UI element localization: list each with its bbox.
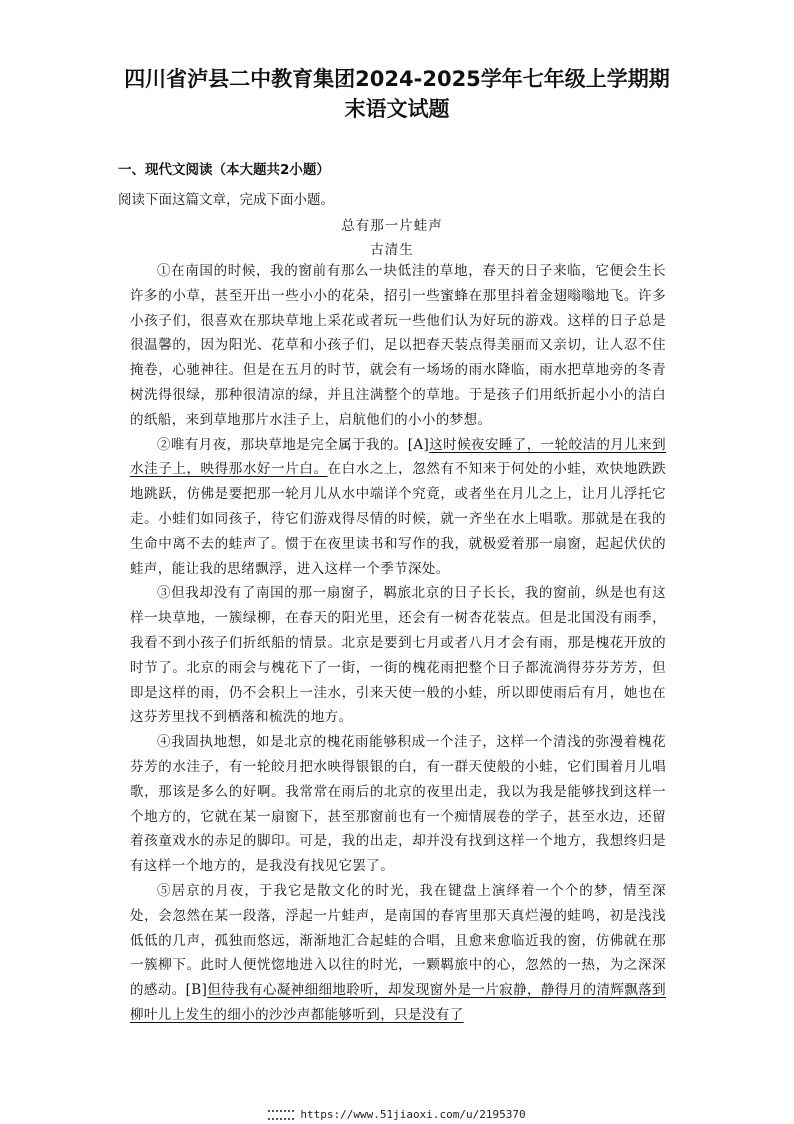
footer-url[interactable]: https://www.51jiaoxi.com/u/2195370	[300, 1108, 526, 1121]
underlined-sentence-a: 这时候夜安睡了，一轮皎洁的月儿来到水洼子上，映得那水好一片白。	[130, 436, 666, 478]
site-logo-icon	[268, 1110, 294, 1120]
paragraph-4: ④我固执地想，如是北京的槐花雨能够积成一个洼子，这样一个清浅的弥漫着槐花芬芳的水洼子，有一轮皎月把水映得银银的白，有一群天使般的小蛙，它们围着月儿唱歌，那该是多么的好啊。我常常在雨后的北京的夜里出走，我以为我是能够找到这样一个地方的，它就在某一扇窗下，甚至那窗前也有一个痴情展卷的学子，甚至水边，还留着孩童戏水的赤足的脚印。可是，我的出走，却并没有找到这样一个地方，我想终归是有这样一个地方的，是我没有找见它罢了。	[130, 734, 666, 875]
document-title-line2: 末语文试题	[344, 97, 450, 121]
paragraph-5	[130, 879, 666, 1028]
page-footer	[0, 1108, 794, 1121]
paragraph-5-text: ⑤居京的月夜，于我它是散文化的时光，我在键盘上演绎着一个个的梦，情至深处，会忽然在某一段落，浮起一片蛙声，是南国的春宵里那天真烂漫的蛙鸣，初是浅浅低低的几声，孤独而悠远，渐渐地汇合起蛙的合唱，且愈来愈临近我的窗，仿佛就在那一簇柳下。此时人便恍惚地进入以往的时光，一颗羁旅中的心，忽然的一热，为之深深的感动。[B]	[130, 882, 666, 999]
paragraph-2-text-rest: 在白水之上，忽然有不知来于何处的小蛙，欢快地跌跌地跳跃，仿佛是要把那一轮月儿从水中端详个究竟，或者坐在月儿之上，让月儿浮托它走。小蛙们如同孩子，待它们游戏得尽情的时候，就一齐坐在水上唱歌。那就是在我的生命中离不去的蛙声了。惯于在夜里读书和写作的我，就极爱着那一扇窗，起起伏伏的蛙声，能让我的思绪飘浮，进入这样一个季节深处。	[130, 461, 666, 577]
reading-instruction: 阅读下面这篇文章，完成下面小题。	[118, 192, 334, 208]
paragraph-1: ①在南国的时候，我的窗前有那么一块低洼的草地，春天的日子来临，它便会生长许多的小草，甚至开出一些小小的花朵，招引一些蜜蜂在那里抖着金翅嗡嗡地飞。许多小孩子们，很喜欢在那块草地上采花或者玩一些他们认为好玩的游戏。这样的日子总是很温馨的，因为阳光、花草和小孩子们，足以把春天装点得美丽而又亲切，让人忍不住掩卷，心驰神往。但是在五月的时节，就会有一场场的雨水降临，雨水把草地旁的冬青树洗得很绿，那种很清凉的绿，并且注满整个的草地。于是孩子们用纸折起小小的洁白的纸船，来到草地那片水洼子上，启航他们的小小的梦想。	[130, 263, 666, 428]
paragraph-3: ③但我却没有了南国的那一扇窗子，羁旅北京的日子长长，我的窗前，纵是也有这样一块草地，一簇绿柳，在春天的阳光里，还会有一树杏花装点。但是北国没有雨季，我看不到小孩子们折纸船的情景。北京是要到七月或者八月才会有雨，那是槐花开放的时节了。北京的雨会与槐花下了一街，一街的槐花雨把整个日子都流淌得芬芬芳芳，但即是这样的雨，仍不会积上一洼水，引来天使一般的小蛙，所以即使雨后有月，她也在这芬芳里找不到栖落和梳洗的地方。	[130, 585, 666, 726]
section-heading: 一、现代文阅读（本大题共2小题）	[118, 162, 330, 178]
essay-body	[130, 259, 666, 1028]
paragraph-2-text: ②唯有月夜，那块草地是完全属于我的。[A]	[157, 436, 430, 453]
underlined-sentence-b: 但待我有心凝神细细地聆听，却发现窗外是一片寂静，静得月的清辉飘落到柳叶儿上发生的细小的沙沙声都能够听到，只是没有了	[130, 982, 666, 1023]
document-title-line1: 四川省泸县二中教育集团2024-2025学年七年级上学期期	[124, 67, 670, 91]
essay-author: 古清生	[370, 242, 414, 258]
paragraph-2	[130, 433, 666, 582]
essay-title: 总有那一片蛙声	[341, 218, 443, 234]
document-title	[110, 64, 684, 124]
